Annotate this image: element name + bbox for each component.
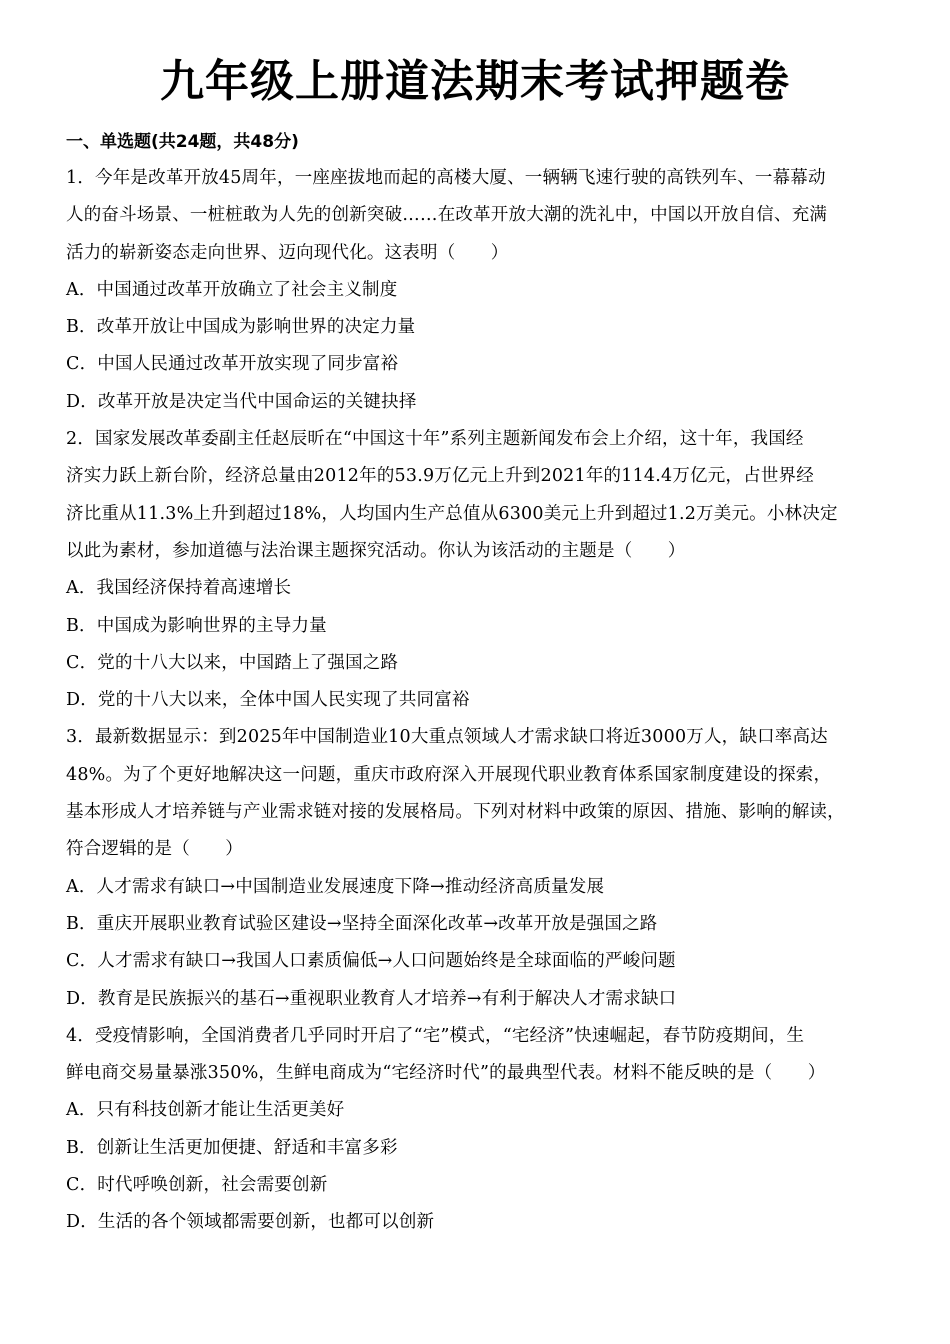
question-stem-line: 以此为素材，参加道德与法治课主题探究活动。你认为该活动的主题是（ ） (66, 540, 686, 561)
question-stem-line: 济实力跃上新台阶，经济总量由2012年的53.9万亿元上升到2021年的114.4万亿元，占世界经 (66, 466, 814, 487)
option-b: B．重庆开展职业教育试验区建设→坚持全面深化改革→改革开放是强国之路 (66, 913, 658, 934)
question-stem-line: 4．受疫情影响，全国消费者几乎同时开启了“宅”模式，“宅经济”快速崛起，春节防疫期间，生 (66, 1025, 805, 1046)
option-a: A．中国通过改革开放确立了社会主义制度 (66, 279, 398, 300)
option-c: C．党的十八大以来，中国踏上了强国之路 (66, 652, 399, 673)
option-c: C．时代呼唤创新，社会需要创新 (66, 1175, 328, 1196)
question-stem-line: 48%。为了个更好地解决这一问题，重庆市政府深入开展现代职业教育体系国家制度建设的探索， (66, 764, 832, 785)
question-stem-line: 人的奋斗场景、一桩桩敢为人先的创新突破……在改革开放大潮的洗礼中，中国以开放自信、充满 (66, 205, 828, 226)
option-d: D．生活的各个领域都需要创新，也都可以创新 (66, 1212, 435, 1233)
option-d: D．改革开放是决定当代中国命运的关键抉择 (66, 391, 417, 412)
option-c: C．中国人民通过改革开放实现了同步富裕 (66, 354, 399, 375)
option-b: B．改革开放让中国成为影响世界的决定力量 (66, 317, 416, 338)
question-1 (66, 160, 884, 421)
question-stem-line: 济比重从11.3%上升到超过18%，人均国内生产总值从6300美元上升到超过1.2万美元。小林决定 (66, 503, 838, 524)
question-stem-line: 符合逻辑的是（ ） (66, 839, 243, 860)
question-3 (66, 719, 884, 1017)
question-2 (66, 421, 884, 719)
question-stem-line: 基本形成人才培养链与产业需求链对接的发展格局。下列对材料中政策的原因、措施、影响的解读， (66, 802, 845, 823)
section-header: 一、单选题(共24题，共48分) (66, 132, 299, 152)
question-stem-line: 3．最新数据显示：到2025年中国制造业10大重点领域人才需求缺口将近3000万人，缺口率高达 (66, 727, 828, 748)
page-title: 九年级上册道法期末考试押题卷 (160, 56, 790, 107)
option-a: A．只有科技创新才能让生活更美好 (66, 1100, 345, 1121)
option-a: A．我国经济保持着高速增长 (66, 578, 292, 599)
option-a: A．人才需求有缺口→中国制造业发展速度下降→推动经济高质量发展 (66, 876, 605, 897)
question-stem-line: 鲜电商交易量暴涨350%，生鲜电商成为“宅经济时代”的最典型代表。材料不能反映的是（ ） (66, 1063, 826, 1084)
question-stem-line: 2．国家发展改革委副主任赵辰昕在“中国这十年”系列主题新闻发布会上介绍，这十年，我国经 (66, 429, 804, 450)
option-d: D．党的十八大以来，全体中国人民实现了共同富裕 (66, 690, 470, 711)
question-stem-line: 活力的崭新姿态走向世界、迈向现代化。这表明（ ） (66, 242, 509, 263)
option-d: D．教育是民族振兴的基石→重视职业教育人才培养→有利于解决人才需求缺口 (66, 988, 677, 1009)
option-b: B．创新让生活更加便捷、舒适和丰富多彩 (66, 1137, 398, 1158)
option-b: B．中国成为影响世界的主导力量 (66, 615, 327, 636)
question-stem-line: 1．今年是改革开放45周年，一座座拔地而起的高楼大厦、一辆辆飞速行驶的高铁列车、一幕幕动 (66, 168, 826, 188)
option-c: C．人才需求有缺口→我国人口素质偏低→人口问题始终是全球面临的严峻问题 (66, 951, 676, 972)
question-4 (66, 1018, 884, 1242)
